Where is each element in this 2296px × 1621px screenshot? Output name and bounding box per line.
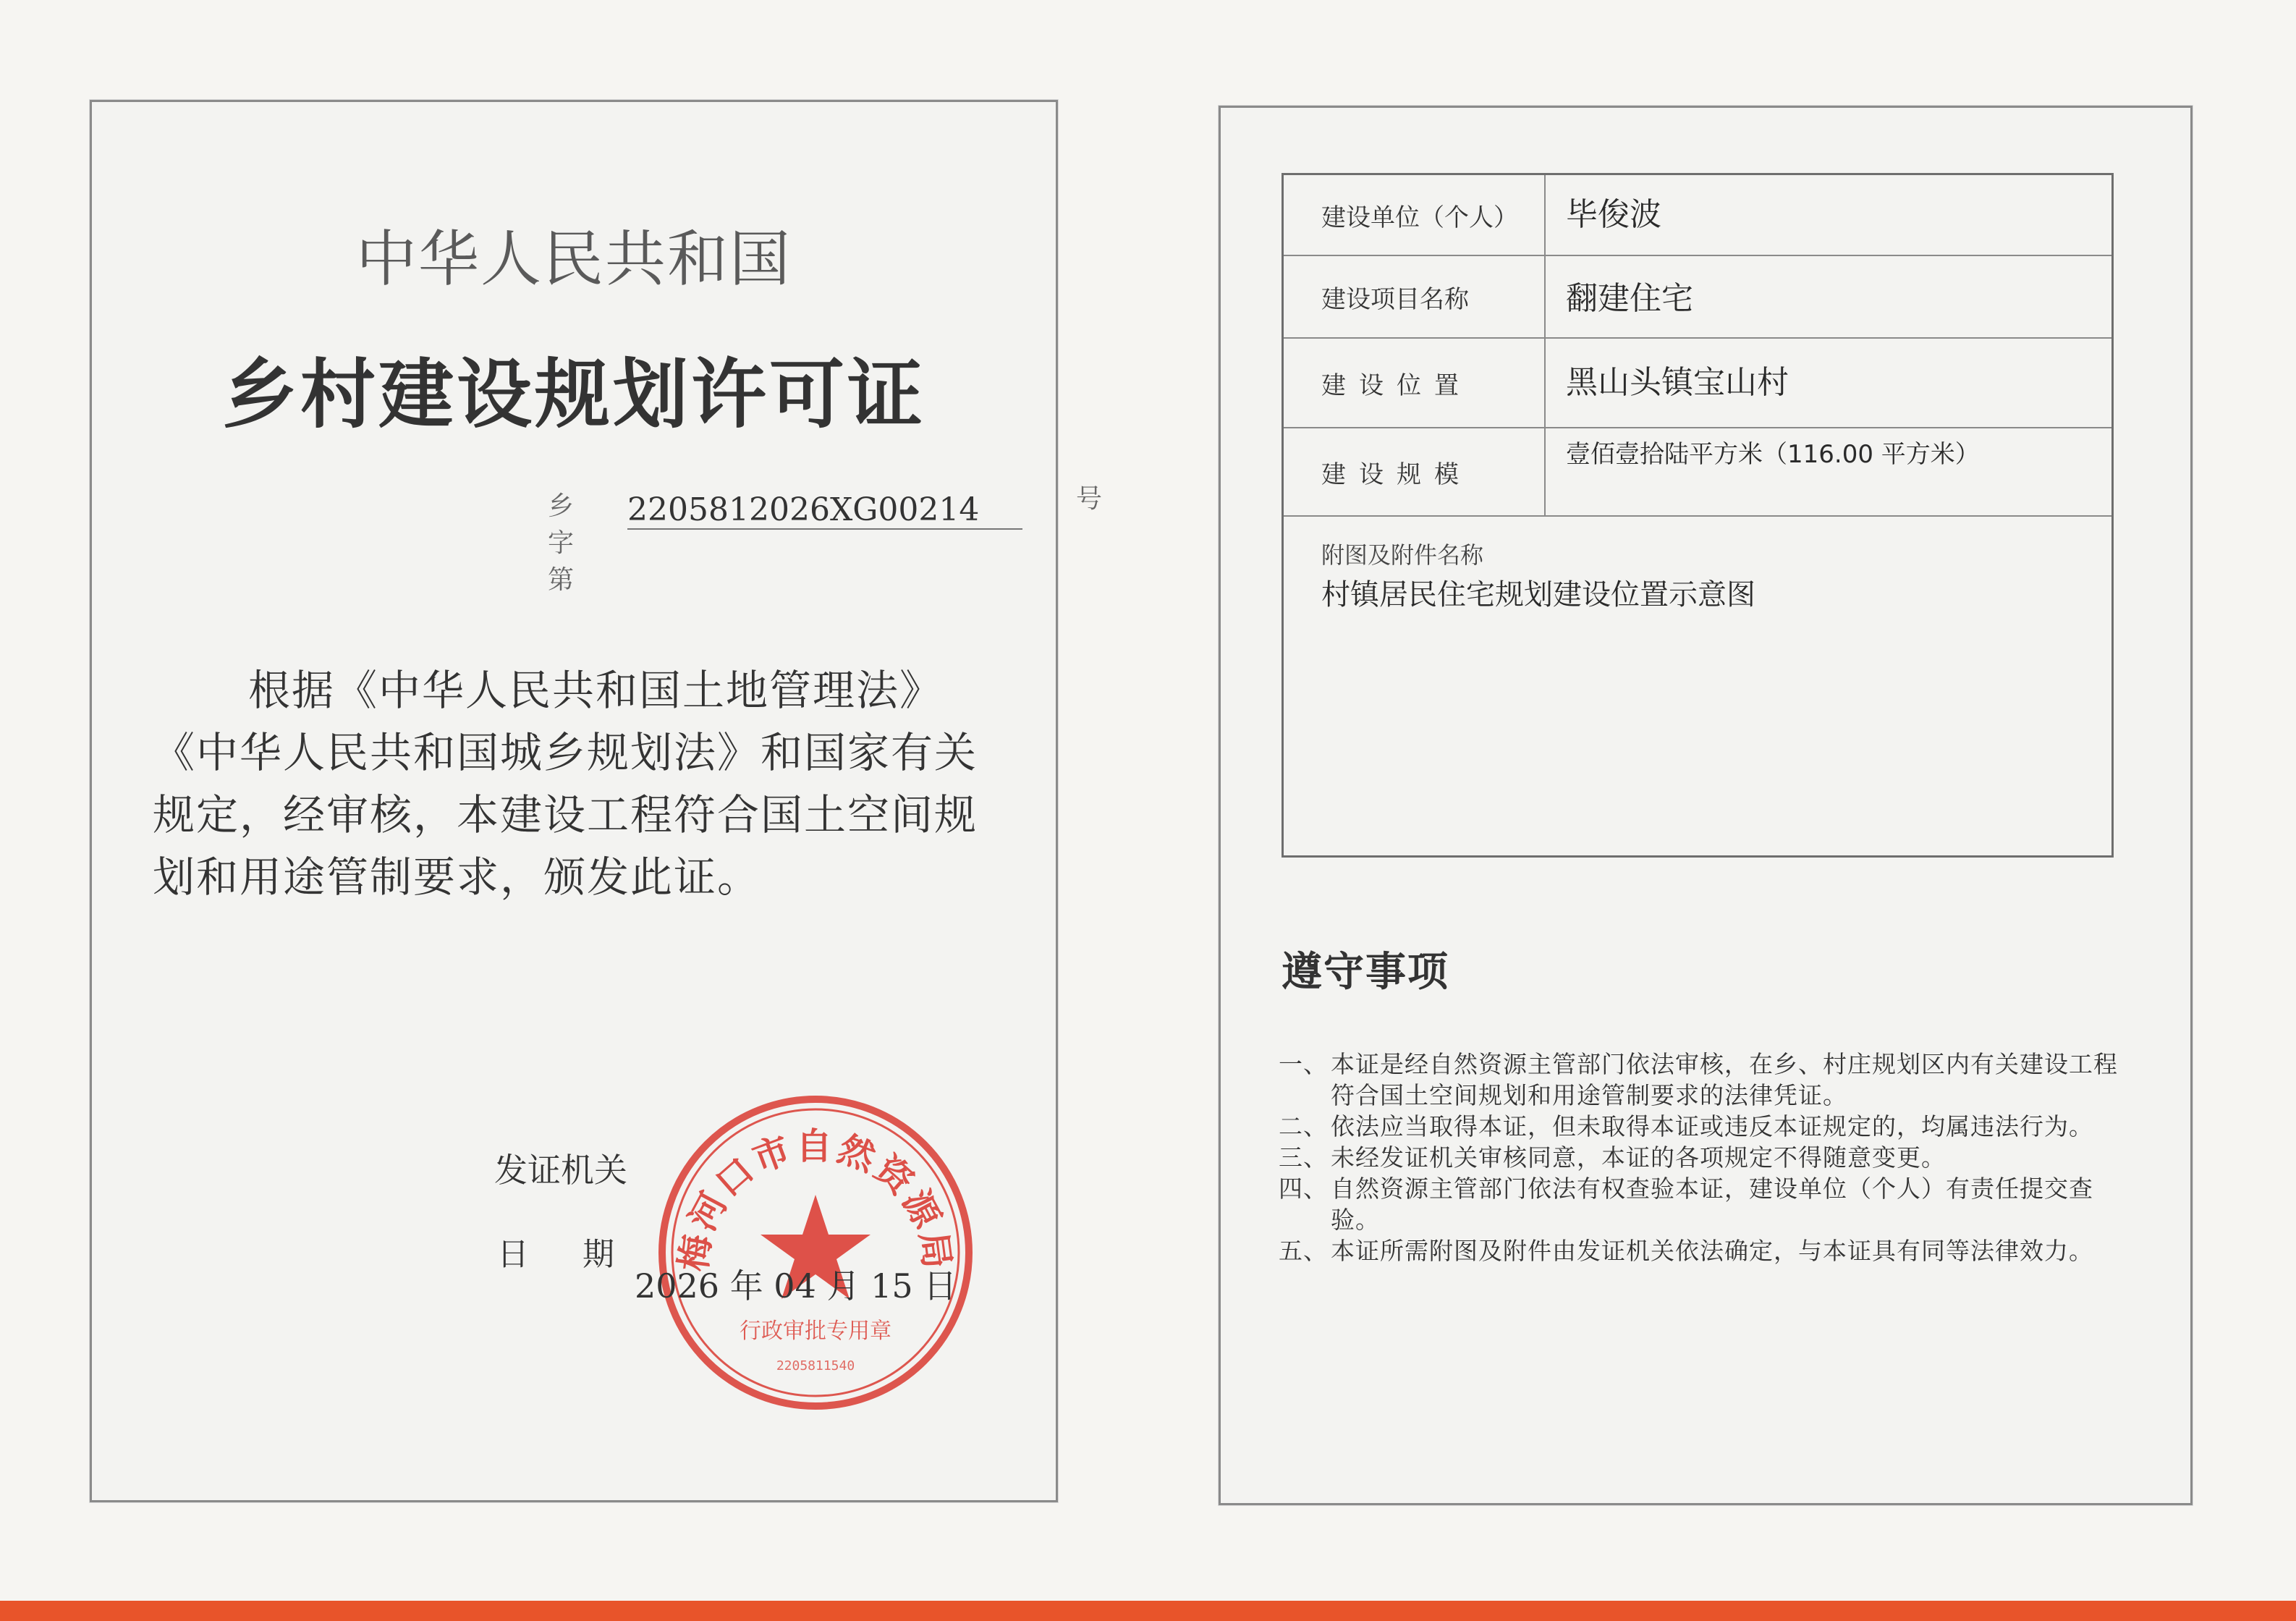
certificate-back-page xyxy=(1219,106,2193,1505)
row-value-scale: 壹佰壹拾陆平方米（116.00 平方米） xyxy=(1566,440,1980,469)
row-value-builder: 毕俊波 xyxy=(1566,196,1661,233)
notes-list xyxy=(1279,1049,2118,1266)
table-row xyxy=(1284,175,2111,256)
note-text: 自然资源主管部门依法有权查验本证，建设单位（个人）有责任提交查验。 xyxy=(1331,1175,2093,1234)
issue-date: 2026 年 04 月 15 日 xyxy=(635,1266,957,1305)
bottom-edge-strip xyxy=(0,1601,2296,1621)
list-item xyxy=(1279,1142,2118,1173)
note-text: 未经发证机关审核同意，本证的各项规定不得随意变更。 xyxy=(1331,1143,1946,1172)
note-number: 二、 xyxy=(1279,1112,1328,1140)
seal-code: 2205811540 xyxy=(776,1358,855,1374)
row-label-scale: 建设规模 xyxy=(1284,428,1546,515)
row-label-builder: 建设单位（个人） xyxy=(1284,175,1546,255)
country-name: 中华人民共和国 xyxy=(355,224,792,295)
certificate-number-suffix: 号 xyxy=(1076,484,1103,514)
list-item xyxy=(1279,1049,2118,1111)
note-number: 四、 xyxy=(1279,1175,1328,1203)
note-number: 三、 xyxy=(1279,1143,1328,1172)
note-number: 一、 xyxy=(1279,1050,1328,1078)
list-item xyxy=(1279,1173,2118,1235)
list-item xyxy=(1279,1111,2118,1142)
table-row xyxy=(1284,428,2111,517)
table-row xyxy=(1284,339,2111,428)
row-value-project-name: 翻建住宅 xyxy=(1566,280,1693,317)
table-row xyxy=(1284,256,2111,339)
certificate-number: 2205812026XG00214 xyxy=(627,491,1022,530)
note-number: 五、 xyxy=(1279,1237,1328,1265)
attachment-value: 村镇居民住宅规划建设位置示意图 xyxy=(1321,578,1755,611)
attachment-label: 附图及附件名称 xyxy=(1321,541,1484,569)
certificate-front-page xyxy=(90,100,1103,1502)
row-value-location: 黑山头镇宝山村 xyxy=(1566,364,1789,401)
row-label-location: 建设位置 xyxy=(1284,339,1546,427)
certificate-number-prefix: 乡字第 xyxy=(548,491,575,595)
certificate-body-text: 根据《中华人民共和国土地管理法》《中华人民共和国城乡规划法》和国家有关规定，经审核，本建设工程符合国土空间规划和用途管制要求，颁发此证。 xyxy=(153,666,978,902)
issuing-authority-label: 发证机关 xyxy=(494,1151,627,1190)
seal-subtitle: 行政审批专用章 xyxy=(740,1319,891,1344)
note-text: 本证是经自然资源主管部门依法审核，在乡、村庄规划区内有关建设工程符合国土空间规划和用途管制要求的法律凭证。 xyxy=(1331,1050,2118,1109)
list-item xyxy=(1279,1235,2118,1266)
note-text: 依法应当取得本证，但未取得本证或违反本证规定的，均属违法行为。 xyxy=(1331,1112,2093,1140)
note-text: 本证所需附图及附件由发证机关依法确定，与本证具有同等法律效力。 xyxy=(1331,1237,2093,1265)
seal-name: 梅河口市自然资源局 xyxy=(672,1125,960,1274)
date-label: 日 期 xyxy=(497,1236,614,1273)
notes-title: 遵守事项 xyxy=(1282,949,1449,996)
row-label-project-name: 建设项目名称 xyxy=(1284,256,1546,337)
certificate-title: 乡村建设规划许可证 xyxy=(221,350,925,439)
official-seal-stamp xyxy=(649,1086,982,1419)
project-info-table xyxy=(1282,173,2114,858)
